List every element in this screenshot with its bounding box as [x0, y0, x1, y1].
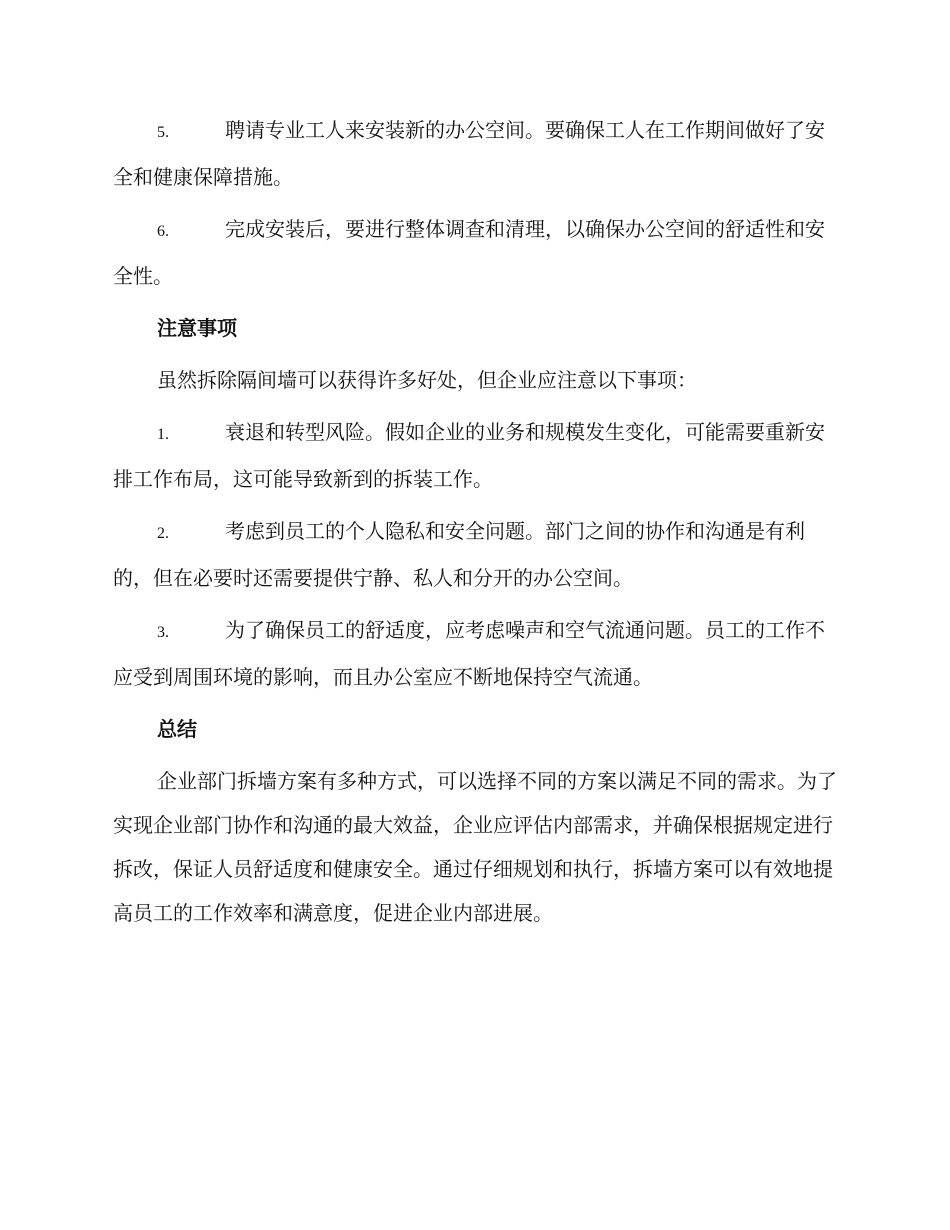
- list-text: 衰退和转型风险。假如企业的业务和规模发生变化，可能需要重新安排工作布局，这可能导致新到的拆装工作。: [113, 420, 825, 491]
- list-text: 聘请专业工人来安装新的办公空间。要确保工人在工作期间做好了安全和健康保障措施。: [113, 118, 825, 189]
- list-number: 6.: [157, 223, 169, 240]
- notes-intro-paragraph: 虽然拆除隔间墙可以获得许多好处，但企业应注意以下事项：: [157, 368, 697, 392]
- list-item: [113, 608, 837, 699]
- list-number: 1.: [157, 426, 169, 443]
- list-item: [113, 108, 837, 199]
- list-number: 3.: [157, 624, 169, 641]
- summary-paragraph: 企业部门拆墙方案有多种方式，可以选择不同的方案以满足不同的需求。为了实现企业部门协作和沟通的最大效益，企业应评估内部需求，并确保根据规定进行拆改，保证人员舒适度和健康安全。通过仔细规划和执行，拆墙方案可以有效地提高员工的工作效率和满意度，促进企业内部进展。: [113, 769, 837, 925]
- section-heading-notes: 注意事项: [157, 316, 237, 340]
- list-text: 为了确保员工的舒适度，应考虑噪声和空气流通问题。员工的工作不应受到周围环境的影响，而且办公室应不断地保持空气流通。: [113, 618, 825, 689]
- list-number: 2.: [157, 525, 169, 542]
- list-item: [113, 410, 837, 501]
- list-text: 考虑到员工的个人隐私和安全问题。部门之间的协作和沟通是有利的，但在必要时还需要提供宁静、私人和分开的办公空间。: [113, 519, 805, 590]
- document-page: [113, 108, 837, 943]
- list-item: [113, 207, 837, 298]
- list-number: 5.: [157, 124, 169, 141]
- section-heading-summary: 总结: [157, 717, 197, 741]
- list-text: 完成安装后，要进行整体调查和清理，以确保办公空间的舒适性和安全性。: [113, 217, 825, 288]
- list-item: [113, 509, 837, 600]
